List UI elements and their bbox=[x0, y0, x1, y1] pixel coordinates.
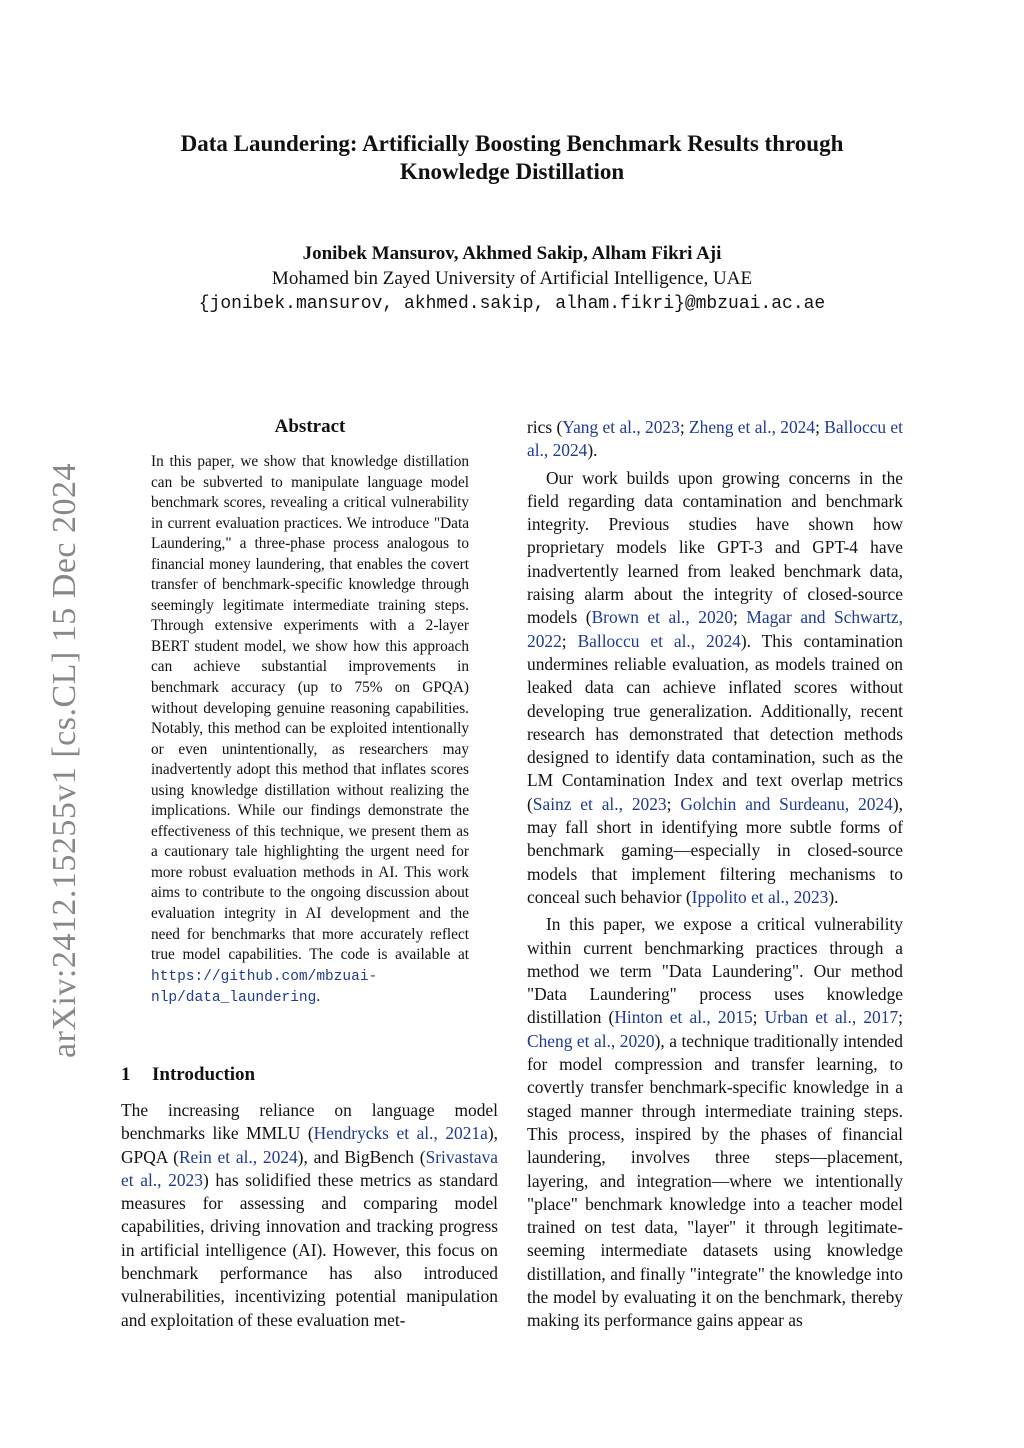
author-emails: {jonibek.mansurov, akhmed.sakip, alham.fikri}@mbzuai.ac.ae bbox=[198, 294, 826, 314]
abstract-body bbox=[151, 452, 469, 1009]
introduction-paragraph-2: Our work builds upon growing concerns in the field regarding data contamination and benchmark integrity. Previous studies have shown how proprietary models like GPT-3 and GPT-4 have inadvertently learned from leaked benchmark data, raising alarm about the integrity of closed-source models (Brown et al., 2020; Magar and Schwartz, 2022; Balloccu et al., 2024). This contamination undermines reliable evaluation, as models trained on leaked data can achieve inflated scores without developing true generalization. Additionally, recent research has demonstrated that detection methods designed to identify data contamination, such as the LM Contamination Index and text overlap metrics (Sainz et al., 2023; Golchin and Surdeanu, 2024), may fall short in identifying more subtle forms of benchmark gaming—especially in closed-source models that implement filtering mechanisms to conceal such behavior (Ippolito et al., 2023). bbox=[527, 467, 903, 907]
section-title: Introduction bbox=[152, 1064, 256, 1085]
citation-link[interactable]: Golchin and Surdeanu, 2024 bbox=[680, 793, 893, 814]
author-affiliation: Mohamed bin Zayed University of Artificial Intelligence, UAE bbox=[271, 268, 753, 289]
citation-link[interactable]: Yang et al., 2023 bbox=[562, 417, 680, 437]
arxiv-identifier-stamp: arXiv:2412.15255v1 [cs.CL] 15 Dec 2024 bbox=[46, 462, 83, 1058]
citation-link[interactable]: Srivastava et al., 2023 bbox=[121, 1146, 499, 1190]
citation-link[interactable]: Urban et al., 2017 bbox=[764, 1007, 899, 1028]
citation-link[interactable]: Brown et al., 2020 bbox=[591, 607, 734, 628]
citation-link[interactable]: Balloccu et al., 2024 bbox=[527, 417, 903, 461]
section-number: 1 bbox=[121, 1064, 131, 1085]
paper-title bbox=[100, 130, 924, 186]
citation-link[interactable]: Rein et al., 2024 bbox=[178, 1146, 298, 1167]
code-repository-link[interactable]: https://github.com/mbzuai-nlp/data_laundering bbox=[151, 968, 378, 1007]
citation-link[interactable]: Ippolito et al., 2023 bbox=[691, 886, 829, 907]
paper-title-line-1: Data Laundering: Artificially Boosting Benchmark Results through bbox=[180, 131, 844, 156]
citation-link[interactable]: Hinton et al., 2015 bbox=[614, 1007, 753, 1028]
citation-link[interactable]: Balloccu et al., 2024 bbox=[577, 630, 741, 651]
abstract-text: In this paper, we show that knowledge distillation can be subverted to manipulate language model benchmark scores, revealing a critical vulnerability in current evaluation practices. We introduce "Data Laundering," a three-phase process analogous to financial money laundering, that enables the covert transfer of benchmark-specific knowledge through seemingly legitimate intermediate training steps. Through extensive experiments with a 2-layer BERT student model, we show how this approach can achieve substantial improvements in benchmark accuracy (up to 75% on GPQA) without developing genuine reasoning capabilities. Notably, this method can be exploited intentionally or even unintentionally, as researchers may inadvertently adopt this method that inflates scores using knowledge distillation without realizing the implications. While our findings demonstrate the effectiveness of this technique, we present them as a cautionary tale highlighting the urgent need for more robust evaluation methods in AI. This work aims to contribute to the ongoing discussion about evaluation integrity in AI development and the need for benchmarks that more accurately reflect true model capabilities. The code is available at bbox=[151, 453, 469, 964]
abstract-end-period: . bbox=[316, 988, 321, 1006]
introduction-paragraph-3: In this paper, we expose a critical vulnerability within current benchmarking practices through a method we term "Data Laundering". Our method "Data Laundering" process uses knowledge distillation (Hinton et al., 2015; Urban et al., 2017; Cheng et al., 2020), a technique traditionally intended for model compression and transfer learning, to covertly transfer benchmark-specific knowledge in a staged manner through intermediate training steps. This process, inspired by the phases of financial laundering, involves three steps—placement, layering, and integration—where we intentionally "place" benchmark knowledge into a teacher model trained on test data, "layer" it through legitimate-seeming intermediate datasets using knowledge distillation, and finally "integrate" the knowledge into the model by evaluating it on the benchmark, thereby making its performance gains appear as bbox=[527, 914, 903, 1331]
citation-link[interactable]: Cheng et al., 2020 bbox=[527, 1030, 655, 1051]
citation-link[interactable]: Sainz et al., 2023 bbox=[532, 793, 667, 814]
author-list: Jonibek Mansurov, Akhmed Sakip, Alham Fikri Aji bbox=[302, 243, 722, 264]
citation-link[interactable]: Zheng et al., 2024 bbox=[689, 417, 816, 437]
citation-link[interactable]: Hendrycks et al., 2021a bbox=[313, 1123, 488, 1144]
introduction-paragraph-1: The increasing reliance on language model benchmarks like MMLU (Hendrycks et al., 2021a), GPQA (Rein et al., 2024), and BigBench (Srivastava et al., 2023) has solidified these metrics as standard measures for assessing and comparing model capabilities, driving innovation and tracking progress in artificial intelligence (AI). However, this focus on benchmark performance has also introduced vulnerabilities, incentivizing potential manipulation and exploitation of these evaluation met- bbox=[121, 1100, 499, 1330]
right-column bbox=[527, 416, 903, 1333]
paper-title-line-2: Knowledge Distillation bbox=[399, 159, 625, 184]
abstract-heading: Abstract bbox=[274, 416, 346, 437]
introduction-paragraph-1-continued: rics (Yang et al., 2023; Zheng et al., 2024; Balloccu et al., 2024). bbox=[527, 417, 903, 461]
section-heading-introduction bbox=[121, 1062, 255, 1088]
citation-link[interactable]: Magar and Schwartz, 2022 bbox=[527, 607, 903, 651]
